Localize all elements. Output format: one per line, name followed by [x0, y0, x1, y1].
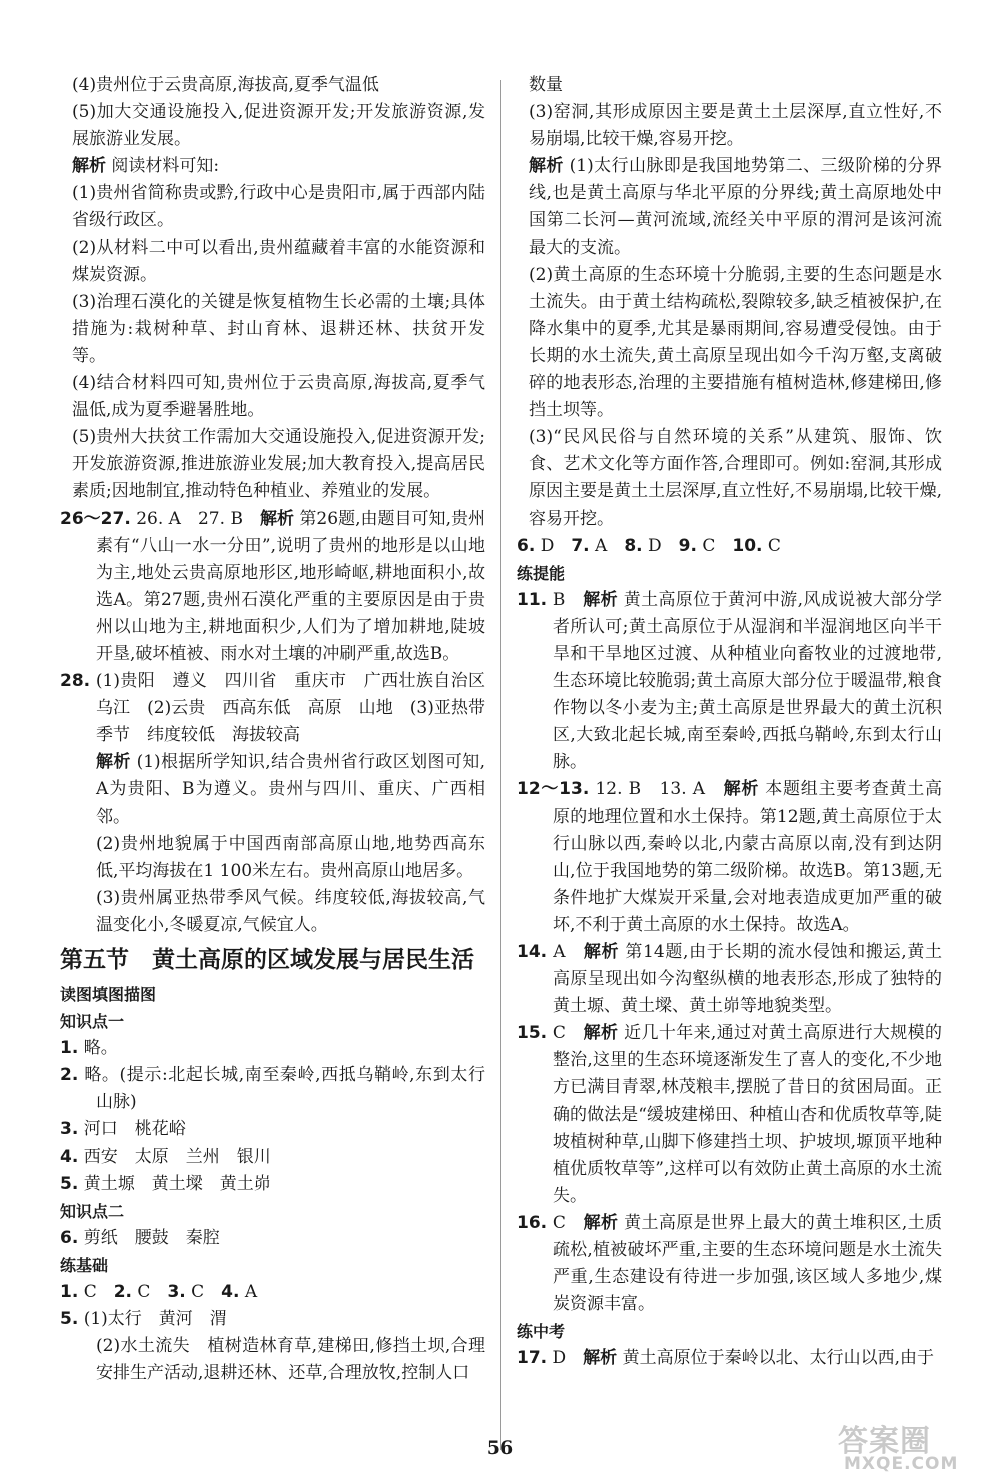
paragraph-text: (3)窑洞,其形成原因主要是黄土土层深厚,直立性好,不易崩塌,比较干燥,容易开挖。 [529, 102, 942, 150]
bold-label: 解析 [583, 1023, 619, 1044]
bold-label: 5. [60, 1309, 79, 1330]
paragraph-text: C [702, 535, 733, 556]
bold-label: 11. [517, 589, 548, 610]
paragraph-text: D [552, 1348, 584, 1369]
paragraph-text: (4)结合材料四可知,贵州位于云贵高原,海拔高,夏季气温低,成为夏季避暑胜地。 [72, 373, 485, 421]
bold-label: 8. [624, 535, 643, 556]
paragraph-text: (3)治理石漠化的关键是恢复植物生长必需的土壤;具体措施为:栽树种草、封山育林、退耕还林、扶贫开发等。 [72, 291, 485, 366]
bold-label: 1. [60, 1038, 79, 1059]
column-divider [500, 80, 501, 1450]
subsection-heading: 练中考 [517, 1322, 566, 1342]
answer-paragraph [60, 1225, 485, 1252]
answer-paragraph [60, 668, 502, 749]
paragraph-text: 黄土高原位于秦岭以北、太行山以西,由于 [622, 1348, 934, 1369]
answer-paragraph [60, 831, 485, 885]
answer-paragraph [60, 370, 485, 424]
answer-paragraph [60, 289, 485, 370]
answer-paragraph [60, 506, 485, 669]
paragraph-text: C [767, 535, 781, 556]
paragraph-text: 本题组主要考查黄土高原的地理位置和水土保持。第12题,黄土高原位于太行山脉以西,秦岭以北,内蒙古高原以南,没有到达阴山,位于我国地势的第二级阶梯。故选B。第13题,无条件地扩大煤炭开采量,会对地表造成更加严重的破坏,不利于黄土高原的水土保持。故选A。 [553, 779, 942, 935]
paragraph-text: (2)从材料二中可以看出,贵州蕴藏着丰富的水能资源和煤炭资源。 [72, 237, 485, 285]
bold-label: 解析 [72, 156, 106, 177]
bold-label: 解析 [96, 752, 131, 773]
paragraph-text: A [595, 535, 625, 556]
answer-paragraph [60, 1062, 485, 1116]
answer-paragraph [60, 1144, 485, 1171]
page-number: 56 [486, 1437, 514, 1459]
bold-label: 解析 [583, 1212, 619, 1233]
answer-paragraph [517, 72, 942, 99]
paragraph-text: A [553, 942, 584, 962]
answer-paragraph [60, 1171, 485, 1198]
paragraph-text: (2)黄土高原的生态环境十分脆弱,主要的生态问题是水土流失。由于黄土结构疏松,裂隙较多,缺乏植被保护,在降水集中的夏季,尤其是暴雨期间,容易遭受侵蚀。由于长期的水土流失,黄土高原呈现出如今千沟万壑,支离破碎的地表形态,治理的主要措施有植树造林,修建梯田,修挡土坝等。 [529, 264, 942, 421]
left-column [60, 72, 502, 1387]
paragraph-text: D [540, 535, 572, 556]
watermark-text: 答案圈 [838, 1424, 931, 1459]
paragraph-text: (5)加大交通设施投入,促进资源开发;开发旅游资源,发展旅游业发展。 [72, 102, 485, 150]
paragraph-text: (1)贵阳 遵义 四川省 重庆市 广西壮族自治区 乌江 (2)云贵 西高东低 高原 山地 (3)亚热带季节 纬度较低 海拔较高 [95, 671, 502, 746]
answer-paragraph [517, 153, 942, 261]
bold-label: 解析 [583, 589, 618, 610]
paragraph-text: (5)贵州大扶贫工作需加大交通设施投入,促进资源开发;开发旅游资源,推进旅游业发展;加大教育投入,提高居民素质;因地制宜,推动特色种植业、养殖业的发展。 [72, 427, 485, 502]
answer-paragraph [60, 1306, 485, 1333]
answer-paragraph [60, 99, 485, 153]
subsection-heading: 练提能 [517, 563, 566, 583]
bold-label: 15. [517, 1023, 548, 1044]
watermark-url: MXQE.COM [844, 1454, 959, 1474]
answer-paragraph [60, 424, 485, 505]
answer-paragraph [517, 1210, 942, 1318]
answer-paragraph [60, 1279, 485, 1306]
answer-paragraph [517, 262, 942, 425]
paragraph-text: (1)贵州省简称贵或黔,行政中心是贵阳市,属于西部内陆省级行政区。 [72, 183, 485, 231]
bold-label: 解析 [583, 942, 620, 962]
answer-paragraph [60, 749, 485, 830]
right-column [517, 72, 942, 1373]
paragraph-text: C [137, 1282, 168, 1303]
answer-paragraph [60, 885, 485, 939]
paragraph-text: D [648, 535, 679, 556]
answer-paragraph [517, 1345, 942, 1372]
paragraph-text: 第26题,由题目可知,贵州素有“八山一水一分田”,说明了贵州的地形是以山地为主,地处云贵高原地形区,地形崎岖,耕地面积小,故选A。第27题,贵州石漠化严重的主要原因是由于贵州以山地为主,耕地面积少,人们为了增加耕地,陡坡开垦,破坏植被、雨水对土壤的冲刷严重,故选B。 [96, 508, 486, 664]
paragraph-text: 近几十年来,通过对黄土高原进行大规模的整治,这里的生态环境逐渐发生了喜人的变化,不少地方已满目青翠,林茂粮丰,摆脱了昔日的贫困局面。正确的做法是“缓坡建梯田、种植山杏和优质牧草等,陡坡植树种草,山脚下修建挡土坝、护坡坝,塬顶平地种植优质牧草等”,这样可以有效防止黄土高原的水土流失。 [553, 1023, 943, 1206]
bold-label: 28. [60, 671, 91, 692]
paragraph-text: 第14题,由于长期的流水侵蚀和搬运,黄土高原呈现出如今沟壑纵横的地表形态,形成了独特的黄土塬、黄土墚、黄土峁等地貌类型。 [553, 942, 943, 1017]
bold-label: 12～13. [517, 779, 590, 800]
paragraph-text: 数量 [529, 75, 563, 95]
bold-label: 解析 [529, 156, 564, 177]
bold-label: 16. [517, 1212, 548, 1233]
paragraph-text: (1)太行 黄河 渭 [83, 1309, 227, 1330]
paragraph-text: (1)太行山脉即是我国地势第二、三级阶梯的分界线,也是黄土高原与华北平原的分界线;黄土高原地处中国第二长河—黄河流域,流经关中平原的渭河是该河流最大的支流。 [529, 156, 942, 258]
subsection-heading: 读图填图描图 [60, 985, 157, 1004]
paragraph-text: 河口 桃花峪 [83, 1119, 186, 1140]
bold-label: 解析 [723, 779, 760, 800]
bold-label: 解析 [259, 508, 294, 529]
bold-label: 14. [517, 942, 548, 962]
paragraph-text: 12. B 13. A [595, 779, 724, 800]
answer-paragraph [517, 939, 942, 1020]
paragraph-text: (3)贵州属亚热带季风气候。纬度较低,海拔较高,气温变化小,冬暖夏凉,气候宜人。 [96, 887, 485, 935]
bold-label: 4. [221, 1282, 240, 1303]
answer-paragraph [60, 180, 485, 234]
bold-label: 解析 [583, 1348, 618, 1369]
bold-label: 1. [60, 1282, 79, 1303]
watermark-logo [838, 1416, 988, 1476]
paragraph-text: (2)水土流失 植树造林育草,建梯田,修挡土坝,合理安排生产活动,退耕还林、还草,合理放牧,控制人口 [96, 1336, 485, 1384]
subsection-heading: 知识点一 [60, 1012, 125, 1032]
answer-paragraph [517, 587, 942, 777]
answer-paragraph [517, 533, 942, 560]
bold-label: 10. [732, 535, 763, 556]
paragraph-text: (1)根据所学知识,结合贵州省行政区划图可知,A为贵阳、B为遵义。贵州与四川、重庆、广西相邻。 [96, 752, 486, 827]
paragraph-text: (4)贵州位于云贵高原,海拔高,夏季气温低 [72, 75, 379, 95]
answer-paragraph [517, 776, 942, 939]
answer-paragraph [60, 1333, 485, 1387]
section-title: 第五节 黄土高原的区域发展与居民生活 [60, 947, 474, 973]
bold-label: 3. [60, 1119, 79, 1140]
bold-label: 6. [517, 535, 536, 556]
paragraph-text: (3)“民风民俗与自然环境的关系”从建筑、服饰、饮食、艺术文化等方面作答,合理即可。例如:窑洞,其形成原因主要是黄土土层深厚,直立性好,不易崩塌,比较干燥,容易开挖。 [529, 427, 942, 529]
bold-label: 3. [167, 1282, 186, 1303]
paragraph-text: 26. A 27. B [136, 508, 260, 529]
paragraph-text: C [552, 1023, 584, 1044]
paragraph-text: 阅读材料可知: [111, 156, 220, 177]
paragraph-text: C [552, 1212, 584, 1233]
answer-paragraph [60, 1035, 485, 1062]
paragraph-text: 黄土高原是世界上最大的黄土堆积区,土质疏松,植被破坏严重,主要的生态环境问题是水土流失严重,生态建设有待进一步加强,该区域人多地少,煤炭资源丰富。 [553, 1212, 943, 1315]
paragraph-text: C [191, 1282, 222, 1303]
paragraph-text: 黄土高原位于黄河中游,风成说被大部分学者所认可;黄土高原位于从湿润和半湿润地区向半干旱和干旱地区过渡、从种植业向畜牧业的过渡地带,生态环境比较脆弱;黄土高原大部分位于暖温带,粮食作物以冬小麦为主;黄土高原是世界最大的黄土沉积区,大致北起长城,南至秦岭,西抵乌鞘岭,东到太行山脉。 [553, 589, 943, 773]
answer-paragraph [60, 1116, 485, 1143]
answer-paragraph [60, 72, 485, 99]
bold-label: 6. [60, 1227, 79, 1248]
paragraph-text: 略。(提示:北起长城,南至秦岭,西抵乌鞘岭,东到太行山脉) [84, 1065, 485, 1113]
subsection-heading: 知识点二 [60, 1201, 125, 1221]
bold-label: 2. [113, 1282, 133, 1303]
bold-label: 17. [517, 1348, 548, 1369]
bold-label: 26～27. [60, 508, 131, 529]
answer-paragraph [517, 1020, 942, 1210]
paragraph-text: 黄土塬 黄土墚 黄土峁 [83, 1173, 271, 1194]
paragraph-text: 略。 [83, 1038, 118, 1059]
answer-paragraph [60, 235, 485, 289]
bold-label: 9. [678, 535, 697, 556]
paragraph-text: B [552, 589, 584, 610]
paragraph-text: (2)贵州地貌属于中国西南部高原山地,地势西高东低,平均海拔在1 100米左右。贵州高原山地居多。 [96, 833, 485, 881]
paragraph-text: C [83, 1282, 114, 1303]
bold-label: 7. [571, 535, 590, 556]
bold-label: 2. [60, 1065, 79, 1086]
paragraph-text: 西安 太原 兰州 银川 [83, 1146, 271, 1167]
answer-paragraph [517, 99, 942, 153]
answer-paragraph [517, 424, 942, 532]
bold-label: 4. [60, 1146, 79, 1167]
paragraph-text: A [244, 1282, 258, 1303]
bold-label: 5. [60, 1173, 79, 1194]
paragraph-text: 剪纸 腰鼓 秦腔 [83, 1227, 220, 1248]
answer-paragraph [60, 153, 485, 180]
subsection-heading: 练基础 [60, 1255, 109, 1275]
